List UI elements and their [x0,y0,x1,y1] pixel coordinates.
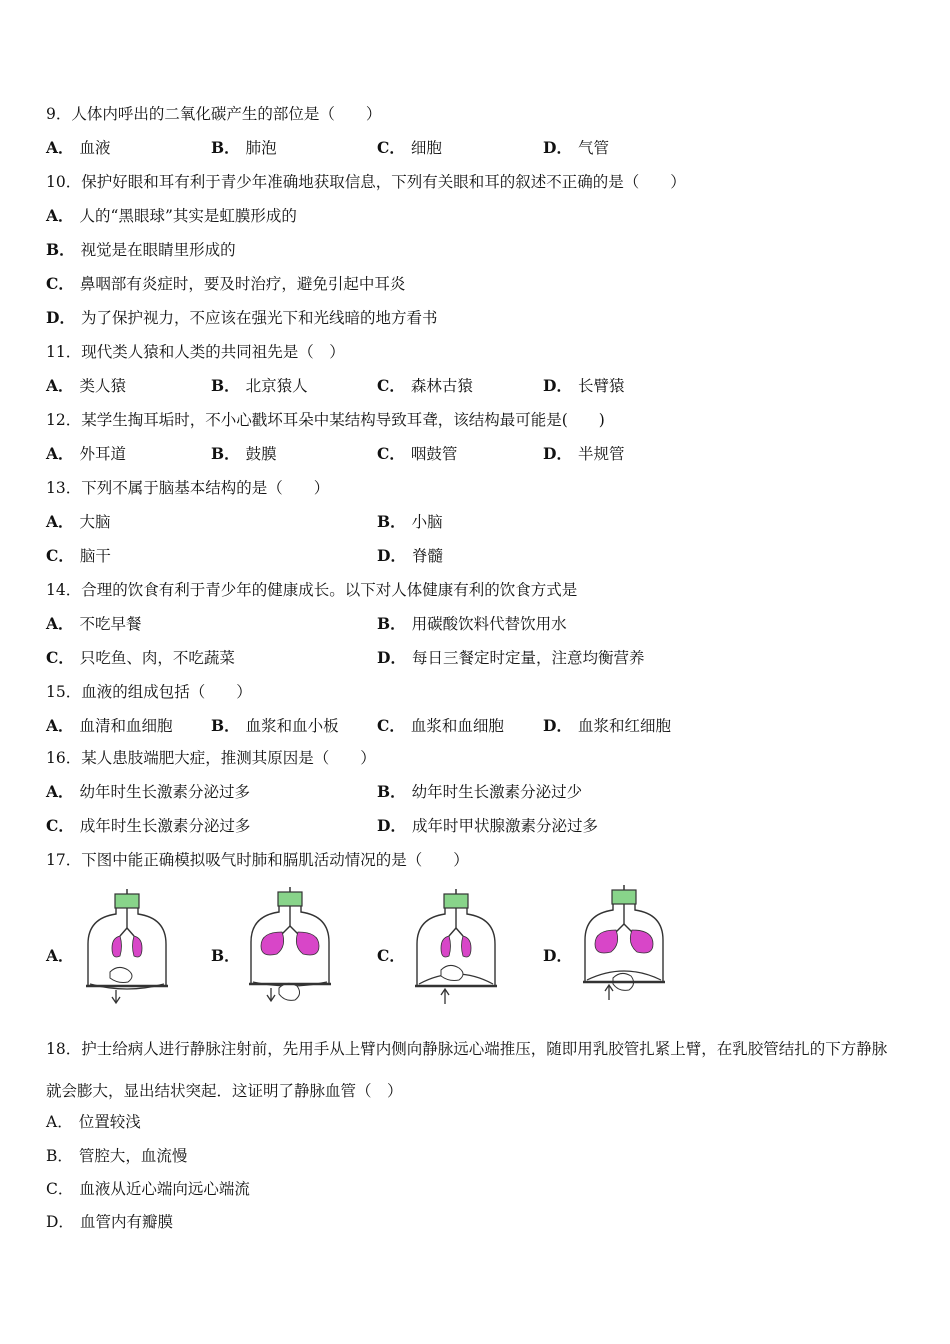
question-12-options [46,442,906,462]
q15-option-a[interactable]: A． 血清和血细胞 [46,716,173,735]
q9-option-a[interactable]: A． 血液 [46,138,111,157]
q10-option-a[interactable]: A． 人的“黑眼球”其实是虹膜形成的 [46,206,297,225]
question-12-stem: 12．某学生掏耳垢时，不小心戳坏耳朵中某结构导致耳聋，该结构最可能是( ) [46,411,605,429]
q11-option-c[interactable]: C． 森林古猿 [377,376,473,395]
q17-option-a-label[interactable]: A． [46,946,74,965]
q18-option-b[interactable]: B． 管腔大，血流慢 [46,1147,188,1165]
q15-option-d[interactable]: D． 血浆和红细胞 [543,716,671,735]
q15-option-c[interactable]: C． 血浆和血细胞 [377,716,504,735]
q16-option-a[interactable]: A． 幼年时生长激素分泌过多 [46,782,251,801]
question-14-stem: 14．合理的饮食有利于青少年的健康成长。以下对人体健康有利的饮食方式是 [46,581,578,599]
question-18-stem: 18．护士给病人进行静脉注射前，先用手从上臂内侧向静脉远心端推压，随即用乳胶管扎紧上臂，在乳胶管结扎的下方静脉就会膨大，显出结状突起．这证明了静脉血管（ ） [46,1040,888,1100]
question-13-options-row1 [46,510,906,530]
question-13-options-row2 [46,544,906,564]
question-11-stem: 11．现代类人猿和人类的共同祖先是（ ） [46,343,345,361]
question-16-options-row1 [46,780,906,800]
question-16-options-row2 [46,814,906,834]
q13-option-b[interactable]: B． 小脑 [377,512,443,531]
q10-option-d[interactable]: D． 为了保护视力，不应该在强光下和光线暗的地方看书 [46,308,438,327]
q16-option-b[interactable]: B． 幼年时生长激素分泌过少 [377,782,583,801]
q16-option-d[interactable]: D． 成年时甲状腺激素分泌过多 [377,816,598,835]
bell-jar-model-d[interactable] [579,882,675,1012]
q12-option-d[interactable]: D． 半规管 [543,444,625,463]
q14-option-c[interactable]: C． 只吃鱼、肉，不吃蔬菜 [46,648,235,667]
q14-option-d[interactable]: D． 每日三餐定时定量，注意均衡营养 [377,648,645,667]
q9-option-c[interactable]: C． 细胞 [377,138,442,157]
question-9-options [46,136,906,156]
question-11-options [46,374,906,394]
q12-option-c[interactable]: C． 咽鼓管 [377,444,458,463]
q18-option-c[interactable]: C． 血液从近心端向远心端流 [46,1180,250,1198]
q13-option-a[interactable]: A． 大脑 [46,512,111,531]
question-14-options-row1 [46,612,906,632]
q11-option-a[interactable]: A． 类人猿 [46,376,127,395]
q10-option-c[interactable]: C． 鼻咽部有炎症时，要及时治疗，避免引起中耳炎 [46,274,406,293]
question-10-stem: 10．保护好眼和耳有利于青少年准确地获取信息，下列有关眼和耳的叙述不正确的是（ ） [46,173,686,191]
q17-option-c-label[interactable]: C． [377,946,405,965]
q9-option-b[interactable]: B． 肺泡 [211,138,277,157]
question-14-options-row2 [46,646,906,666]
q14-option-a[interactable]: A． 不吃早餐 [46,614,142,633]
q14-option-b[interactable]: B． 用碳酸饮料代替饮用水 [377,614,567,633]
question-9-stem: 9．人体内呼出的二氧化碳产生的部位是（ ） [46,105,382,123]
question-15-options [46,714,906,734]
q13-option-d[interactable]: D． 脊髓 [377,546,443,565]
q17-option-b-label[interactable]: B． [211,946,240,965]
q13-option-c[interactable]: C． 脑干 [46,546,111,565]
q10-option-b[interactable]: B． 视觉是在眼睛里形成的 [46,240,236,259]
q17-option-d-label[interactable]: D． [543,946,572,965]
bell-jar-model-b[interactable] [245,884,341,1014]
q18-option-a[interactable]: A． 位置较浅 [46,1113,141,1131]
question-13-stem: 13．下列不属于脑基本结构的是（ ） [46,479,330,497]
q11-option-b[interactable]: B． 北京猿人 [211,376,308,395]
question-17-stem: 17．下图中能正确模拟吸气时肺和膈肌活动情况的是（ ） [46,851,469,869]
q15-option-b[interactable]: B． 血浆和血小板 [211,716,339,735]
q18-option-d[interactable]: D． 血管内有瓣膜 [46,1213,173,1231]
q12-option-a[interactable]: A． 外耳道 [46,444,127,463]
bell-jar-model-a[interactable] [82,886,178,1014]
q9-option-d[interactable]: D． 气管 [543,138,609,157]
question-15-stem: 15．血液的组成包括（ ） [46,683,252,701]
question-16-stem: 16．某人患肢端肥大症，推测其原因是（ ） [46,749,376,767]
q16-option-c[interactable]: C． 成年时生长激素分泌过多 [46,816,251,835]
q11-option-d[interactable]: D． 长臂猿 [543,376,625,395]
bell-jar-model-c[interactable] [411,886,507,1016]
q12-option-b[interactable]: B． 鼓膜 [211,444,277,463]
